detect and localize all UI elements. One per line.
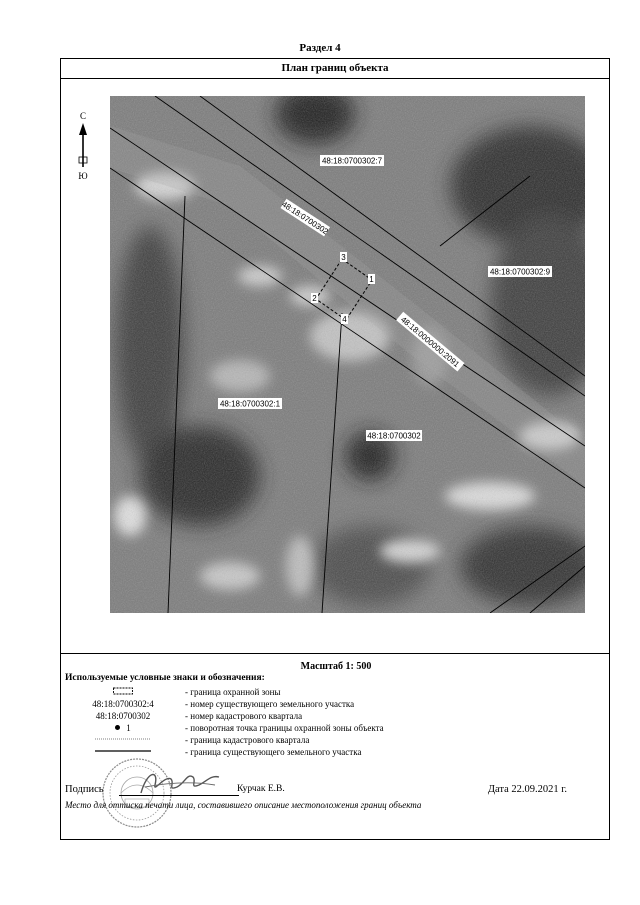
signer-name: Курчак Е.В. [237,784,285,794]
compass-south-letter: Ю [78,171,88,181]
legend-item-quarter-number [61,711,611,723]
svg-text:48:18:0700302:7: 48:18:0700302:7 [321,156,383,166]
north-arrow-icon [75,123,91,169]
legend-item-turning-point [61,723,611,735]
map-label-6 [366,430,422,441]
section-title: Раздел 4 [299,42,341,54]
legend-symbol: 48:18:0700302 [95,711,151,721]
map-svg [110,96,585,613]
svg-text:48:18:0700302: 48:18:0700302 [367,431,421,441]
legend-text: - граница существующего земельного участка [185,747,362,757]
map-scale: Масштаб 1: 500 [300,661,372,672]
map-label-1 [320,155,384,166]
thin-line-icon [95,735,151,743]
svg-text:48:18:0700302:9: 48:18:0700302:9 [489,267,551,277]
svg-text:3: 3 [341,253,346,262]
map-label-3 [488,266,552,277]
svg-text:48:18:0700302: 48:18:0700302 [280,199,330,237]
svg-text:1: 1 [369,275,374,284]
signature-row [65,784,605,798]
point-label-1 [368,274,375,284]
legend-symbol [61,723,185,733]
point-label-3 [340,252,347,262]
frame-divider [61,653,609,654]
north-arrow [75,111,91,187]
legend-text: - номер кадастрового квартала [185,711,303,721]
svg-text:4: 4 [342,315,347,324]
compass-north-letter: С [79,111,86,121]
legend-text: - поворотная точка границы охранной зоны объекта [185,723,384,733]
legend-text: - граница охранной зоны [185,687,281,697]
dashed-rect-icon [113,687,133,695]
legend-point-number: 1 [126,723,131,733]
signature-date: Дата 22.09.2021 г. [487,784,567,795]
solid-line-icon [95,747,151,755]
legend-item-protection-zone [61,687,611,699]
legend-symbol [61,735,185,745]
signature-line [119,795,239,796]
stamp-place-note: Место для оттиска печати лица, составившего описание местоположения границ объекта [65,800,422,810]
frame-title: План границ объекта [61,59,609,79]
legend-item-quarter-boundary [61,735,611,747]
point-dot-icon [115,725,120,730]
legend-item-parcel-number [61,699,611,711]
signature-label: Подпись [65,784,104,795]
map-image [110,96,585,613]
map-label-5 [218,398,282,409]
svg-text:48:18:0700302:1: 48:18:0700302:1 [219,399,281,409]
legend-symbol [61,687,185,697]
legend-text: - номер существующего земельного участка [185,699,355,709]
point-label-4 [341,314,348,324]
svg-text:48:18:0000000:2091: 48:18:0000000:2091 [398,314,462,370]
legend-symbol: 48:18:0700302:4 [92,699,154,709]
legend-heading: Используемые условные знаки и обозначения: [65,673,265,683]
svg-text:2: 2 [312,294,317,303]
document-frame [60,58,610,840]
legend-text: - граница кадастрового квартала [185,735,310,745]
point-label-2 [311,293,318,303]
legend-symbol [61,747,185,757]
